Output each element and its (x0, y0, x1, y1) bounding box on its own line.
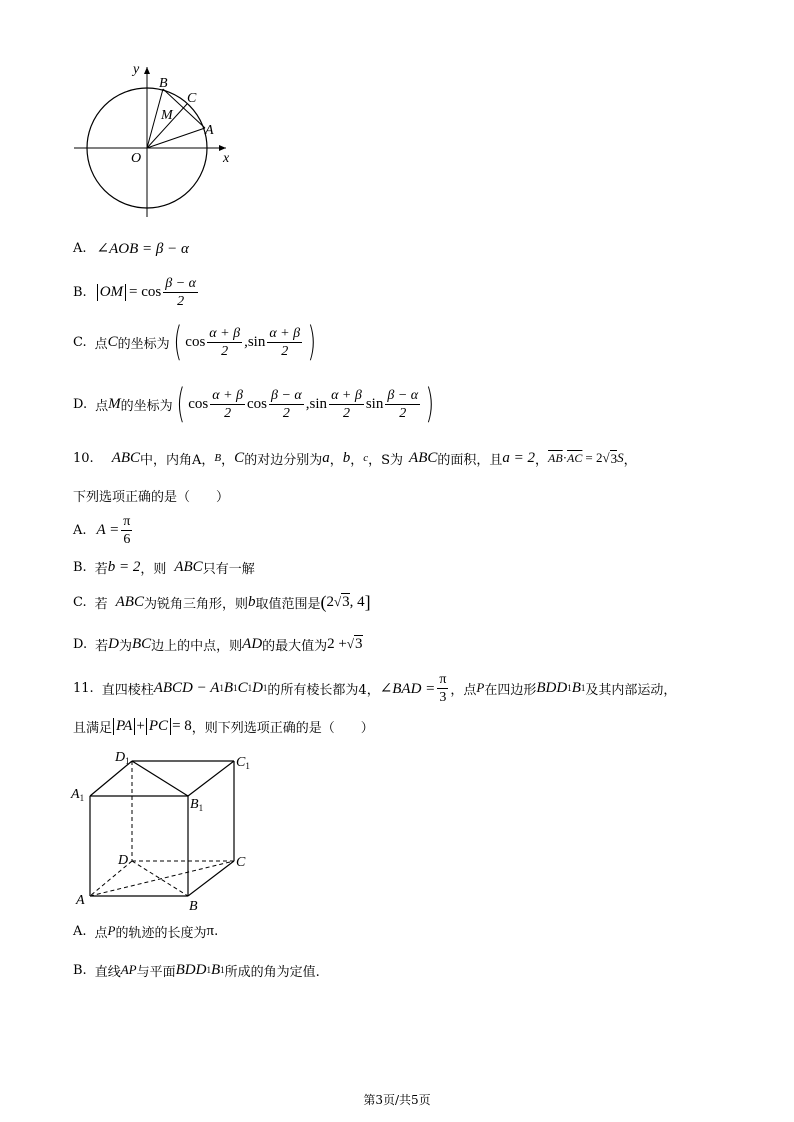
q9-option-a: A. ∠AOB = β − α (73, 240, 189, 257)
q9-option-b: B. OM = cos $\frac{\beta - \alpha}{2}$ (73, 275, 197, 309)
q10-option-d: D. 若 D 为 BC 边上的中点，则 AD 的最大值为 2 + √ 3 (73, 635, 363, 654)
q11-option-a: A. 点 P 的轨迹的长度为 π . (73, 922, 219, 941)
edge-b1c1 (188, 761, 234, 796)
edge-d1b1 (132, 761, 188, 796)
edge-bc (188, 861, 234, 896)
unit-circle-figure (60, 55, 250, 220)
label-b: B (189, 899, 198, 914)
edge-d1a1 (90, 761, 132, 796)
fraction: $\frac{\beta - \alpha}{2}$ (165, 275, 197, 309)
q10-option-a: A. A = $\frac{\pi}{6}$ (73, 513, 131, 547)
label-a1: $A_1$ (71, 787, 85, 803)
label-x: x (223, 151, 230, 166)
label-c1: $C_1$ (236, 755, 250, 771)
diag-ac (90, 861, 234, 896)
label-y: y (133, 62, 140, 77)
q9-option-c: C. 点 C 的坐标为 ( cos $\frac{\alpha + \beta}{2}$ , sin $\frac{\alpha + \beta}{2}$ ) (73, 319, 317, 365)
q10-stem-line2: 下列选项正确的是（ ） (73, 490, 230, 505)
label-c: C (187, 91, 197, 106)
q11-stem-line1: 11. 直四棱柱 ABCD − A 1 B 1 C 1 D 1 的所有棱长都为4， ∠BAD = $\frac{\pi}{3}$ ，点 P 在四边形 BDD 1 B 1 及其内部运动， (73, 671, 677, 705)
q11-stem-line2: 且满足 PA + PC = 8 ，则下列选项正确的是（ ） (73, 717, 374, 736)
q10-option-b: B. 若 b = 2 ，则 ABC 只有一解 (73, 558, 255, 577)
label-b: B (159, 76, 168, 91)
label-a: A (205, 123, 214, 138)
q10-option-c: C. 若 ABC 为锐角三角形，则 b 取值范围是 ( 2 √ 3 , 4 ] (73, 591, 371, 612)
y-axis-arrow (144, 67, 150, 74)
page-footer: 第3页/共5页 (363, 1093, 431, 1107)
label-m: M (161, 108, 173, 123)
label-o: O (131, 151, 142, 166)
label-d1: $D_1$ (115, 750, 130, 766)
label-a: A (76, 893, 85, 908)
label-b1: $B_1$ (190, 797, 204, 813)
label-d: D (118, 853, 129, 868)
label-c: C (236, 855, 246, 870)
q9-option-d: D. 点 M 的坐标为 ( cos $\frac{\alpha + \beta}{2}$ cos $\frac{\beta - \alpha}{2}$ , sin $\frac{\alpha + \beta}{2}$ sin $\frac{\beta - \alpha}{2}$ ) (73, 381, 435, 427)
q10-stem-line1: 10. ABC 中，内角A， B ， C 的对边分别为 a ， b ， c ，S为 ABC 的面积，且 a = 2 ， $\overline{AB}$ · $\overline{AC}$ = 2 √ 3 S ， (73, 449, 637, 468)
prism-figure (68, 746, 258, 914)
q11-option-b: B. 直线 AP 与平面 BDD 1 B 1 所成的角为定值. (73, 961, 320, 980)
